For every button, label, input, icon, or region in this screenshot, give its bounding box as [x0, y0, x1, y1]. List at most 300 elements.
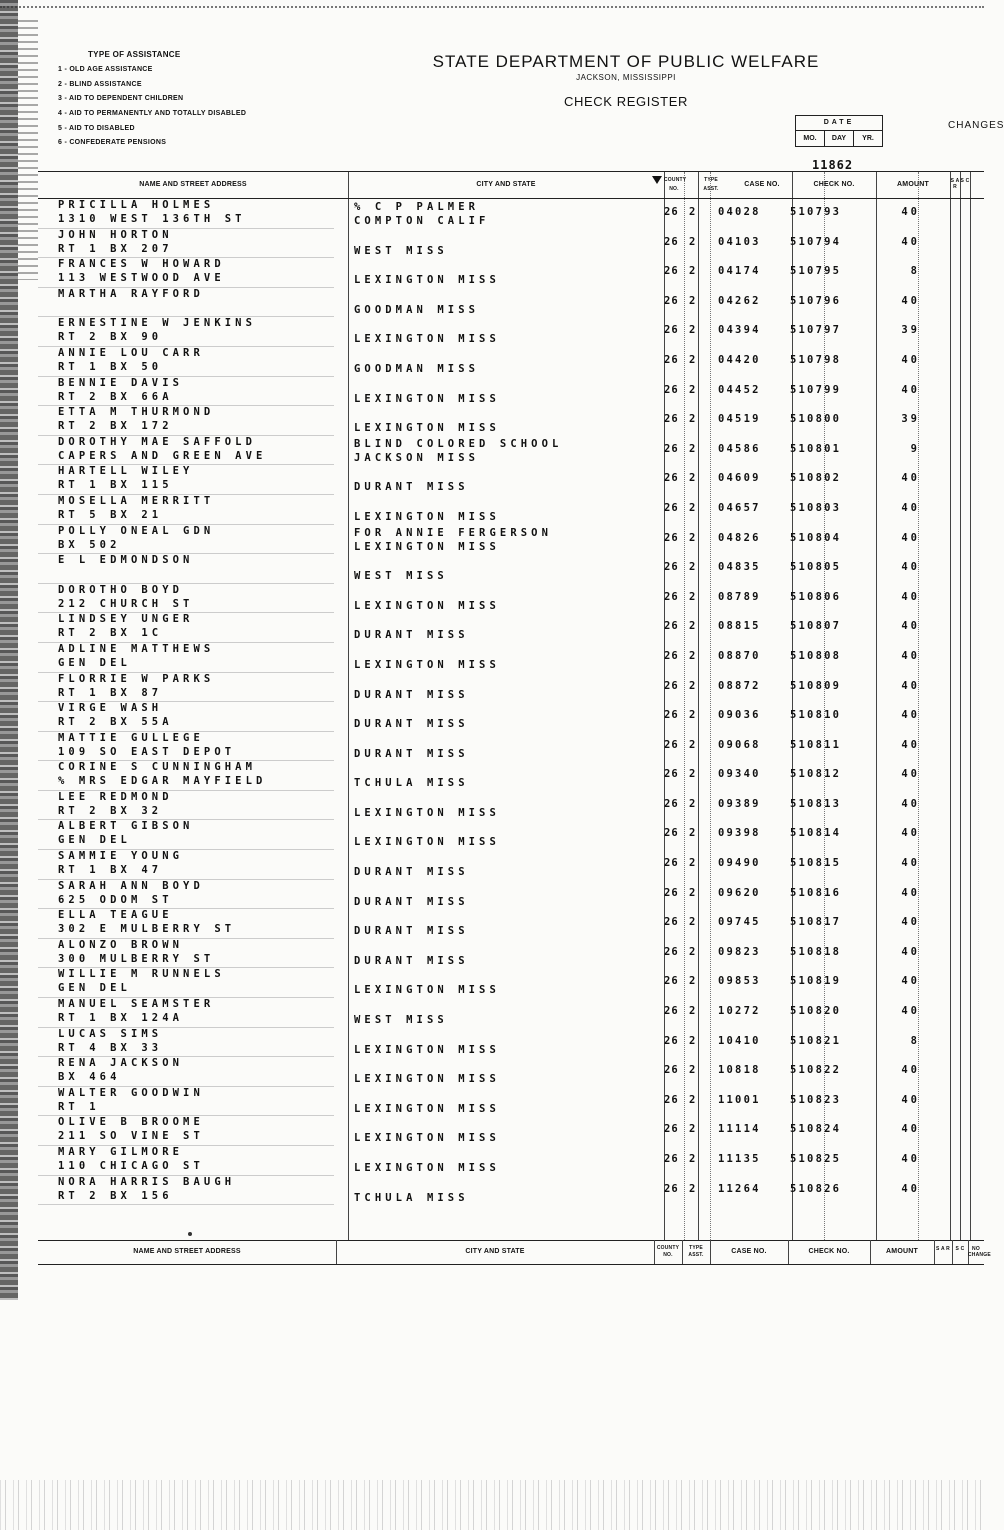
check-number: 510811 [790, 738, 842, 751]
street-address: 625 ODOM ST [58, 893, 173, 906]
city-state: DURANT MISS [354, 718, 469, 731]
recipient-name: ETTA M THURMOND [58, 406, 215, 419]
check-number: 510822 [790, 1064, 842, 1077]
street-address: 212 CHURCH ST [58, 597, 194, 610]
case-number: 10818 [718, 1064, 761, 1077]
assistance-types-legend [58, 50, 246, 151]
assistance-type-item: 6 - CONFEDERATE PENSIONS [58, 139, 167, 147]
table-row [38, 406, 984, 436]
check-number: 510823 [790, 1093, 842, 1106]
city-state: LEXINGTON MISS [354, 806, 500, 819]
amount-value: 40 [901, 561, 920, 574]
footer-header-city: CITY AND STATE [465, 1248, 525, 1255]
footer-header-sar: S A R [936, 1246, 950, 1252]
case-number: 04420 [718, 353, 761, 366]
amount-value: 40 [901, 501, 920, 514]
recipient-name: ALBERT GIBSON [58, 820, 194, 833]
table-row [38, 554, 984, 584]
table-row [38, 258, 984, 288]
recipient-name: DOROTHO BOYD [58, 583, 184, 596]
amount-value: 40 [901, 1064, 920, 1077]
check-number: 510806 [790, 590, 842, 603]
assistance-type-item: 5 - AID TO DISABLED [58, 124, 135, 132]
assistance-type: 2 [689, 620, 697, 633]
footer-header-county: COUNTY NO. [656, 1245, 680, 1258]
assistance-type: 2 [689, 413, 697, 426]
agency-title: STATE DEPARTMENT OF PUBLIC WELFARE [432, 52, 820, 71]
county-number: 26 [664, 975, 679, 988]
check-number: 510795 [790, 265, 842, 278]
table-row [38, 702, 984, 732]
county-number: 26 [664, 620, 679, 633]
table-row [38, 791, 984, 821]
table-row [38, 880, 984, 910]
city-state: GOODMAN MISS [354, 303, 480, 316]
street-address: RT 5 BX 21 [58, 508, 163, 521]
assistance-type: 2 [689, 649, 697, 662]
county-number: 26 [664, 265, 679, 278]
street-address: RT 1 BX 124A [58, 1012, 184, 1025]
county-number: 26 [664, 413, 679, 426]
amount-value: 40 [901, 1005, 920, 1018]
table-row [38, 761, 984, 791]
check-number: 510802 [790, 472, 842, 485]
table-row [38, 968, 984, 998]
case-number: 08789 [718, 590, 761, 603]
city-state: COMPTON CALIF [354, 215, 490, 227]
table-row [38, 850, 984, 880]
assistance-type: 2 [689, 738, 697, 751]
case-number: 04519 [718, 413, 761, 426]
city-state: LEXINGTON MISS [354, 1043, 500, 1056]
table-row [38, 643, 984, 673]
county-number: 26 [664, 1005, 679, 1018]
street-address: RT 2 BX 1C [58, 627, 163, 640]
city-state: DURANT MISS [354, 629, 469, 642]
county-number: 26 [664, 235, 679, 248]
assistance-type: 2 [689, 827, 697, 840]
amount-value: 40 [901, 590, 920, 603]
city-state: WEST MISS [354, 570, 448, 583]
street-address: BX 502 [58, 538, 121, 551]
recipient-name: ELLA TEAGUE [58, 909, 173, 922]
recipient-name: OLIVE B BROOME [58, 1116, 204, 1129]
footer-header-check: CHECK NO. [808, 1248, 850, 1255]
case-number: 09389 [718, 797, 761, 810]
city-state: WEST MISS [354, 244, 448, 257]
street-address: RT 4 BX 33 [58, 1041, 163, 1054]
assistance-type: 2 [689, 561, 697, 574]
assistance-type: 2 [689, 886, 697, 899]
city-line-1: % C P PALMER [354, 201, 480, 213]
check-number: 510804 [790, 531, 842, 544]
table-row [38, 377, 984, 407]
street-address: % MRS EDGAR MAYFIELD [58, 775, 267, 788]
county-number: 26 [664, 709, 679, 722]
check-number: 510812 [790, 768, 842, 781]
recipient-name: MOSELLA MERRITT [58, 494, 215, 507]
assistance-type: 2 [689, 442, 697, 455]
amount-value: 40 [901, 916, 920, 929]
recipient-name: NORA HARRIS BAUGH [58, 1175, 236, 1188]
street-address: RT 1 BX 87 [58, 686, 163, 699]
amount-value: 40 [901, 472, 920, 485]
assistance-type: 2 [689, 531, 697, 544]
county-number: 26 [664, 531, 679, 544]
check-number: 510793 [790, 206, 842, 218]
case-number: 09823 [718, 945, 761, 958]
table-footer [38, 1240, 991, 1265]
case-number: 11114 [718, 1123, 761, 1136]
street-address: BX 464 [58, 1071, 121, 1084]
amount-value: 39 [901, 324, 920, 337]
recipient-name: LUCAS SIMS [58, 1027, 163, 1040]
case-number: 04835 [718, 561, 761, 574]
recipient-name: RENA JACKSON [58, 1057, 184, 1070]
case-number: 09853 [718, 975, 761, 988]
county-number: 26 [664, 827, 679, 840]
assistance-type: 2 [689, 294, 697, 307]
city-state: LEXINGTON MISS [354, 836, 500, 849]
case-number: 09620 [718, 886, 761, 899]
county-number: 26 [664, 353, 679, 366]
assistance-type: 2 [689, 265, 697, 278]
check-number: 510815 [790, 857, 842, 870]
assistance-type-item: 2 - BLIND ASSISTANCE [58, 80, 142, 88]
recipient-name: PRICILLA HOLMES [58, 199, 215, 211]
city-state: DURANT MISS [354, 866, 469, 879]
city-state: LEXINGTON MISS [354, 1073, 500, 1086]
case-number: 08870 [718, 649, 761, 662]
street-address: RT 2 BX 32 [58, 804, 163, 817]
recipient-name: JOHN HORTON [58, 228, 173, 241]
date-month-label: MO. [796, 131, 825, 146]
amount-value: 40 [901, 383, 920, 396]
street-address: 109 SO EAST DEPOT [58, 745, 236, 758]
register-rows [38, 199, 984, 1205]
assistance-type-item: 3 - AID TO DEPENDENT CHILDREN [58, 95, 184, 103]
recipient-name: ADLINE MATTHEWS [58, 642, 215, 655]
recipient-name: SAMMIE YOUNG [58, 850, 184, 863]
city-state: JACKSON MISS [354, 451, 480, 464]
check-number: 510799 [790, 383, 842, 396]
recipient-name: ALONZO BROWN [58, 938, 184, 951]
county-number: 26 [664, 1123, 679, 1136]
check-number: 510803 [790, 501, 842, 514]
check-number: 510794 [790, 235, 842, 248]
street-address: RT 2 BX 156 [58, 1189, 173, 1202]
recipient-name: FLORRIE W PARKS [58, 672, 215, 685]
case-number: 11135 [718, 1153, 761, 1165]
recipient-name: LEE REDMOND [58, 790, 173, 803]
amount-value: 40 [901, 235, 920, 248]
county-number: 26 [664, 501, 679, 514]
city-state: LEXINGTON MISS [354, 422, 500, 435]
table-row [38, 732, 984, 762]
amount-value: 40 [901, 1123, 920, 1136]
col-header-case: CASE NO. [744, 181, 780, 188]
case-number: 09068 [718, 738, 761, 751]
city-state: LEXINGTON MISS [354, 510, 500, 523]
table-row [38, 436, 984, 466]
case-number: 04103 [718, 235, 761, 248]
assistance-type: 2 [689, 590, 697, 603]
recipient-name: MATTIE GULLEGE [58, 731, 204, 744]
city-state: TCHULA MISS [354, 1191, 469, 1204]
street-address: RT 1 BX 115 [58, 479, 173, 492]
county-number: 26 [664, 738, 679, 751]
document-header [400, 52, 852, 109]
city-state: TCHULA MISS [354, 777, 469, 790]
city-state: DURANT MISS [354, 895, 469, 908]
street-address: RT 2 BX 55A [58, 716, 173, 729]
assistance-type: 2 [689, 1034, 697, 1047]
case-number: 04394 [718, 324, 761, 337]
street-address: 211 SO VINE ST [58, 1130, 204, 1143]
footer-header-case: CASE NO. [731, 1248, 767, 1255]
amount-value: 40 [901, 827, 920, 840]
table-row [38, 998, 984, 1028]
county-number: 26 [664, 1093, 679, 1106]
city-state: LEXINGTON MISS [354, 984, 500, 997]
check-number: 510805 [790, 561, 842, 574]
amount-value: 40 [901, 620, 920, 633]
table-row [38, 584, 984, 614]
amount-value: 40 [901, 1182, 920, 1195]
check-number: 510824 [790, 1123, 842, 1136]
check-number: 510825 [790, 1153, 842, 1165]
street-address: GEN DEL [58, 982, 131, 995]
recipient-name: CORINE S CUNNINGHAM [58, 761, 257, 774]
city-state: LEXINGTON MISS [354, 540, 500, 553]
footer-header-name: NAME AND STREET ADDRESS [133, 1248, 241, 1255]
register-title: CHECK REGISTER [564, 94, 688, 109]
assistance-type: 2 [689, 501, 697, 514]
table-row [38, 1087, 984, 1117]
recipient-name: E L EDMONDSON [58, 554, 194, 567]
case-number: 11264 [718, 1182, 761, 1195]
recipient-name: POLLY ONEAL GDN [58, 524, 215, 537]
city-state: DURANT MISS [354, 925, 469, 938]
city-state: LEXINGTON MISS [354, 658, 500, 671]
amount-value: 40 [901, 1093, 920, 1106]
amount-value: 40 [901, 975, 920, 988]
check-number: 510821 [790, 1034, 842, 1047]
city-state: LEXINGTON MISS [354, 333, 500, 346]
county-number: 26 [664, 383, 679, 396]
case-number: 09398 [718, 827, 761, 840]
changes-label: CHANGES [948, 120, 1004, 131]
check-number: 510817 [790, 916, 842, 929]
county-number: 26 [664, 945, 679, 958]
recipient-name: HARTELL WILEY [58, 465, 194, 478]
check-number: 510801 [790, 442, 842, 455]
case-number: 09745 [718, 916, 761, 929]
register-table [38, 171, 984, 1241]
table-row [38, 820, 984, 850]
table-row [38, 613, 984, 643]
amount-value: 9 [910, 442, 920, 455]
check-number: 510818 [790, 945, 842, 958]
col-header-sar: S A R [950, 178, 960, 190]
county-number: 26 [664, 679, 679, 692]
table-row [38, 1176, 984, 1206]
footer-header-sc: S C [955, 1246, 965, 1252]
amount-value: 39 [901, 413, 920, 426]
case-number: 10272 [718, 1005, 761, 1018]
county-number: 26 [664, 472, 679, 485]
county-number: 26 [664, 1034, 679, 1047]
street-address: RT 1 [58, 1100, 100, 1113]
street-address: RT 2 BX 90 [58, 331, 163, 344]
table-row [38, 909, 984, 939]
amount-value: 40 [901, 768, 920, 781]
county-number: 26 [664, 916, 679, 929]
scan-noise-bottom [0, 1480, 984, 1530]
check-number: 510807 [790, 620, 842, 633]
footer-header-amount: AMOUNT [886, 1248, 918, 1255]
table-row [38, 939, 984, 969]
case-number: 09490 [718, 857, 761, 870]
county-number: 26 [664, 324, 679, 337]
assistance-type-item: 1 - OLD AGE ASSISTANCE [58, 66, 153, 73]
case-number: 08872 [718, 679, 761, 692]
amount-value: 40 [901, 531, 920, 544]
street-address: GEN DEL [58, 656, 131, 669]
date-value: 11862 [812, 158, 854, 172]
city-line-1: BLIND COLORED SCHOOL [354, 437, 563, 450]
recipient-name: MANUEL SEAMSTER [58, 998, 215, 1011]
street-address: GEN DEL [58, 834, 131, 847]
check-number: 510810 [790, 709, 842, 722]
assistance-type: 2 [689, 383, 697, 396]
city-line-1: FOR ANNIE FERGERSON [354, 526, 553, 539]
city-state: LEXINGTON MISS [354, 1102, 500, 1115]
assistance-type: 2 [689, 324, 697, 337]
city-state: WEST MISS [354, 1014, 448, 1027]
check-number: 510797 [790, 324, 842, 337]
street-address: RT 2 BX 172 [58, 420, 173, 433]
scan-edge-shadow [18, 20, 38, 280]
case-number: 04609 [718, 472, 761, 485]
check-number: 510813 [790, 797, 842, 810]
date-box [795, 115, 883, 147]
recipient-name: WILLIE M RUNNELS [58, 968, 225, 981]
footer-header-type: TYPE ASST. [688, 1245, 704, 1258]
table-row [38, 1057, 984, 1087]
street-address: RT 1 BX 47 [58, 864, 163, 877]
amount-value: 40 [901, 886, 920, 899]
case-number: 11001 [718, 1093, 761, 1106]
assistance-type: 2 [689, 206, 697, 218]
county-number: 26 [664, 649, 679, 662]
amount-value: 40 [901, 206, 920, 218]
recipient-name: LINDSEY UNGER [58, 613, 194, 626]
assistance-types-heading: TYPE OF ASSISTANCE [88, 50, 181, 59]
assistance-type: 2 [689, 1123, 697, 1136]
table-row [38, 465, 984, 495]
city-state: DURANT MISS [354, 481, 469, 494]
city-state: LEXINGTON MISS [354, 1132, 500, 1145]
street-address: 1310 WEST 136TH ST [58, 213, 246, 225]
table-row [38, 288, 984, 318]
footer-header-no-change: NO CHANGE [968, 1246, 991, 1258]
street-address: CAPERS AND GREEN AVE [58, 449, 267, 462]
table-row [38, 199, 984, 229]
assistance-type: 2 [689, 1005, 697, 1018]
case-number: 08815 [718, 620, 761, 633]
recipient-name: DOROTHY MAE SAFFOLD [58, 435, 257, 448]
check-number: 510826 [790, 1182, 842, 1195]
check-number: 510820 [790, 1005, 842, 1018]
table-row [38, 1028, 984, 1058]
street-address: RT 1 BX 50 [58, 360, 163, 373]
check-number: 510809 [790, 679, 842, 692]
amount-value: 40 [901, 797, 920, 810]
case-number: 09340 [718, 768, 761, 781]
table-row [38, 1146, 984, 1176]
county-number: 26 [664, 1153, 679, 1165]
assistance-type: 2 [689, 1182, 697, 1195]
city-state: DURANT MISS [354, 954, 469, 967]
case-number: 04262 [718, 294, 761, 307]
amount-value: 40 [901, 679, 920, 692]
col-header-name: NAME AND STREET ADDRESS [139, 181, 247, 188]
amount-value: 40 [901, 945, 920, 958]
amount-value: 40 [901, 738, 920, 751]
street-address: RT 1 BX 207 [58, 242, 173, 255]
col-header-county: COUNTY NO. [664, 177, 687, 192]
assistance-type: 2 [689, 235, 697, 248]
date-year-label: YR. [862, 135, 874, 142]
assistance-type: 2 [689, 679, 697, 692]
assistance-type: 2 [689, 945, 697, 958]
check-number: 510796 [790, 294, 842, 307]
case-number: 04657 [718, 501, 761, 514]
check-number: 510819 [790, 975, 842, 988]
county-number: 26 [664, 1182, 679, 1195]
col-header-check: CHECK NO. [813, 181, 855, 188]
amount-value: 40 [901, 649, 920, 662]
check-number: 510808 [790, 649, 842, 662]
ink-dot [188, 1232, 192, 1236]
county-number: 26 [664, 857, 679, 870]
check-number: 510814 [790, 827, 842, 840]
street-address: 300 MULBERRY ST [58, 952, 215, 965]
city-state: LEXINGTON MISS [354, 392, 500, 405]
assistance-type: 2 [689, 353, 697, 366]
assistance-type: 2 [689, 768, 697, 781]
table-row [38, 317, 984, 347]
col-header-amount: AMOUNT [897, 181, 929, 188]
check-number: 510800 [790, 413, 842, 426]
col-header-sc: S C [960, 178, 970, 184]
county-number: 26 [664, 886, 679, 899]
street-address: 110 CHICAGO ST [58, 1160, 204, 1172]
amount-value: 40 [901, 857, 920, 870]
table-row [38, 347, 984, 377]
county-number: 26 [664, 768, 679, 781]
table-row [38, 495, 984, 525]
col-header-city: CITY AND STATE [476, 181, 536, 188]
triangle-marker-icon [652, 176, 662, 184]
city-state: DURANT MISS [354, 688, 469, 701]
scan-edge-left [0, 0, 18, 1300]
check-number: 510816 [790, 886, 842, 899]
street-address: 302 E MULBERRY ST [58, 923, 236, 936]
recipient-name: MARTHA RAYFORD [58, 287, 204, 300]
assistance-type: 2 [689, 797, 697, 810]
